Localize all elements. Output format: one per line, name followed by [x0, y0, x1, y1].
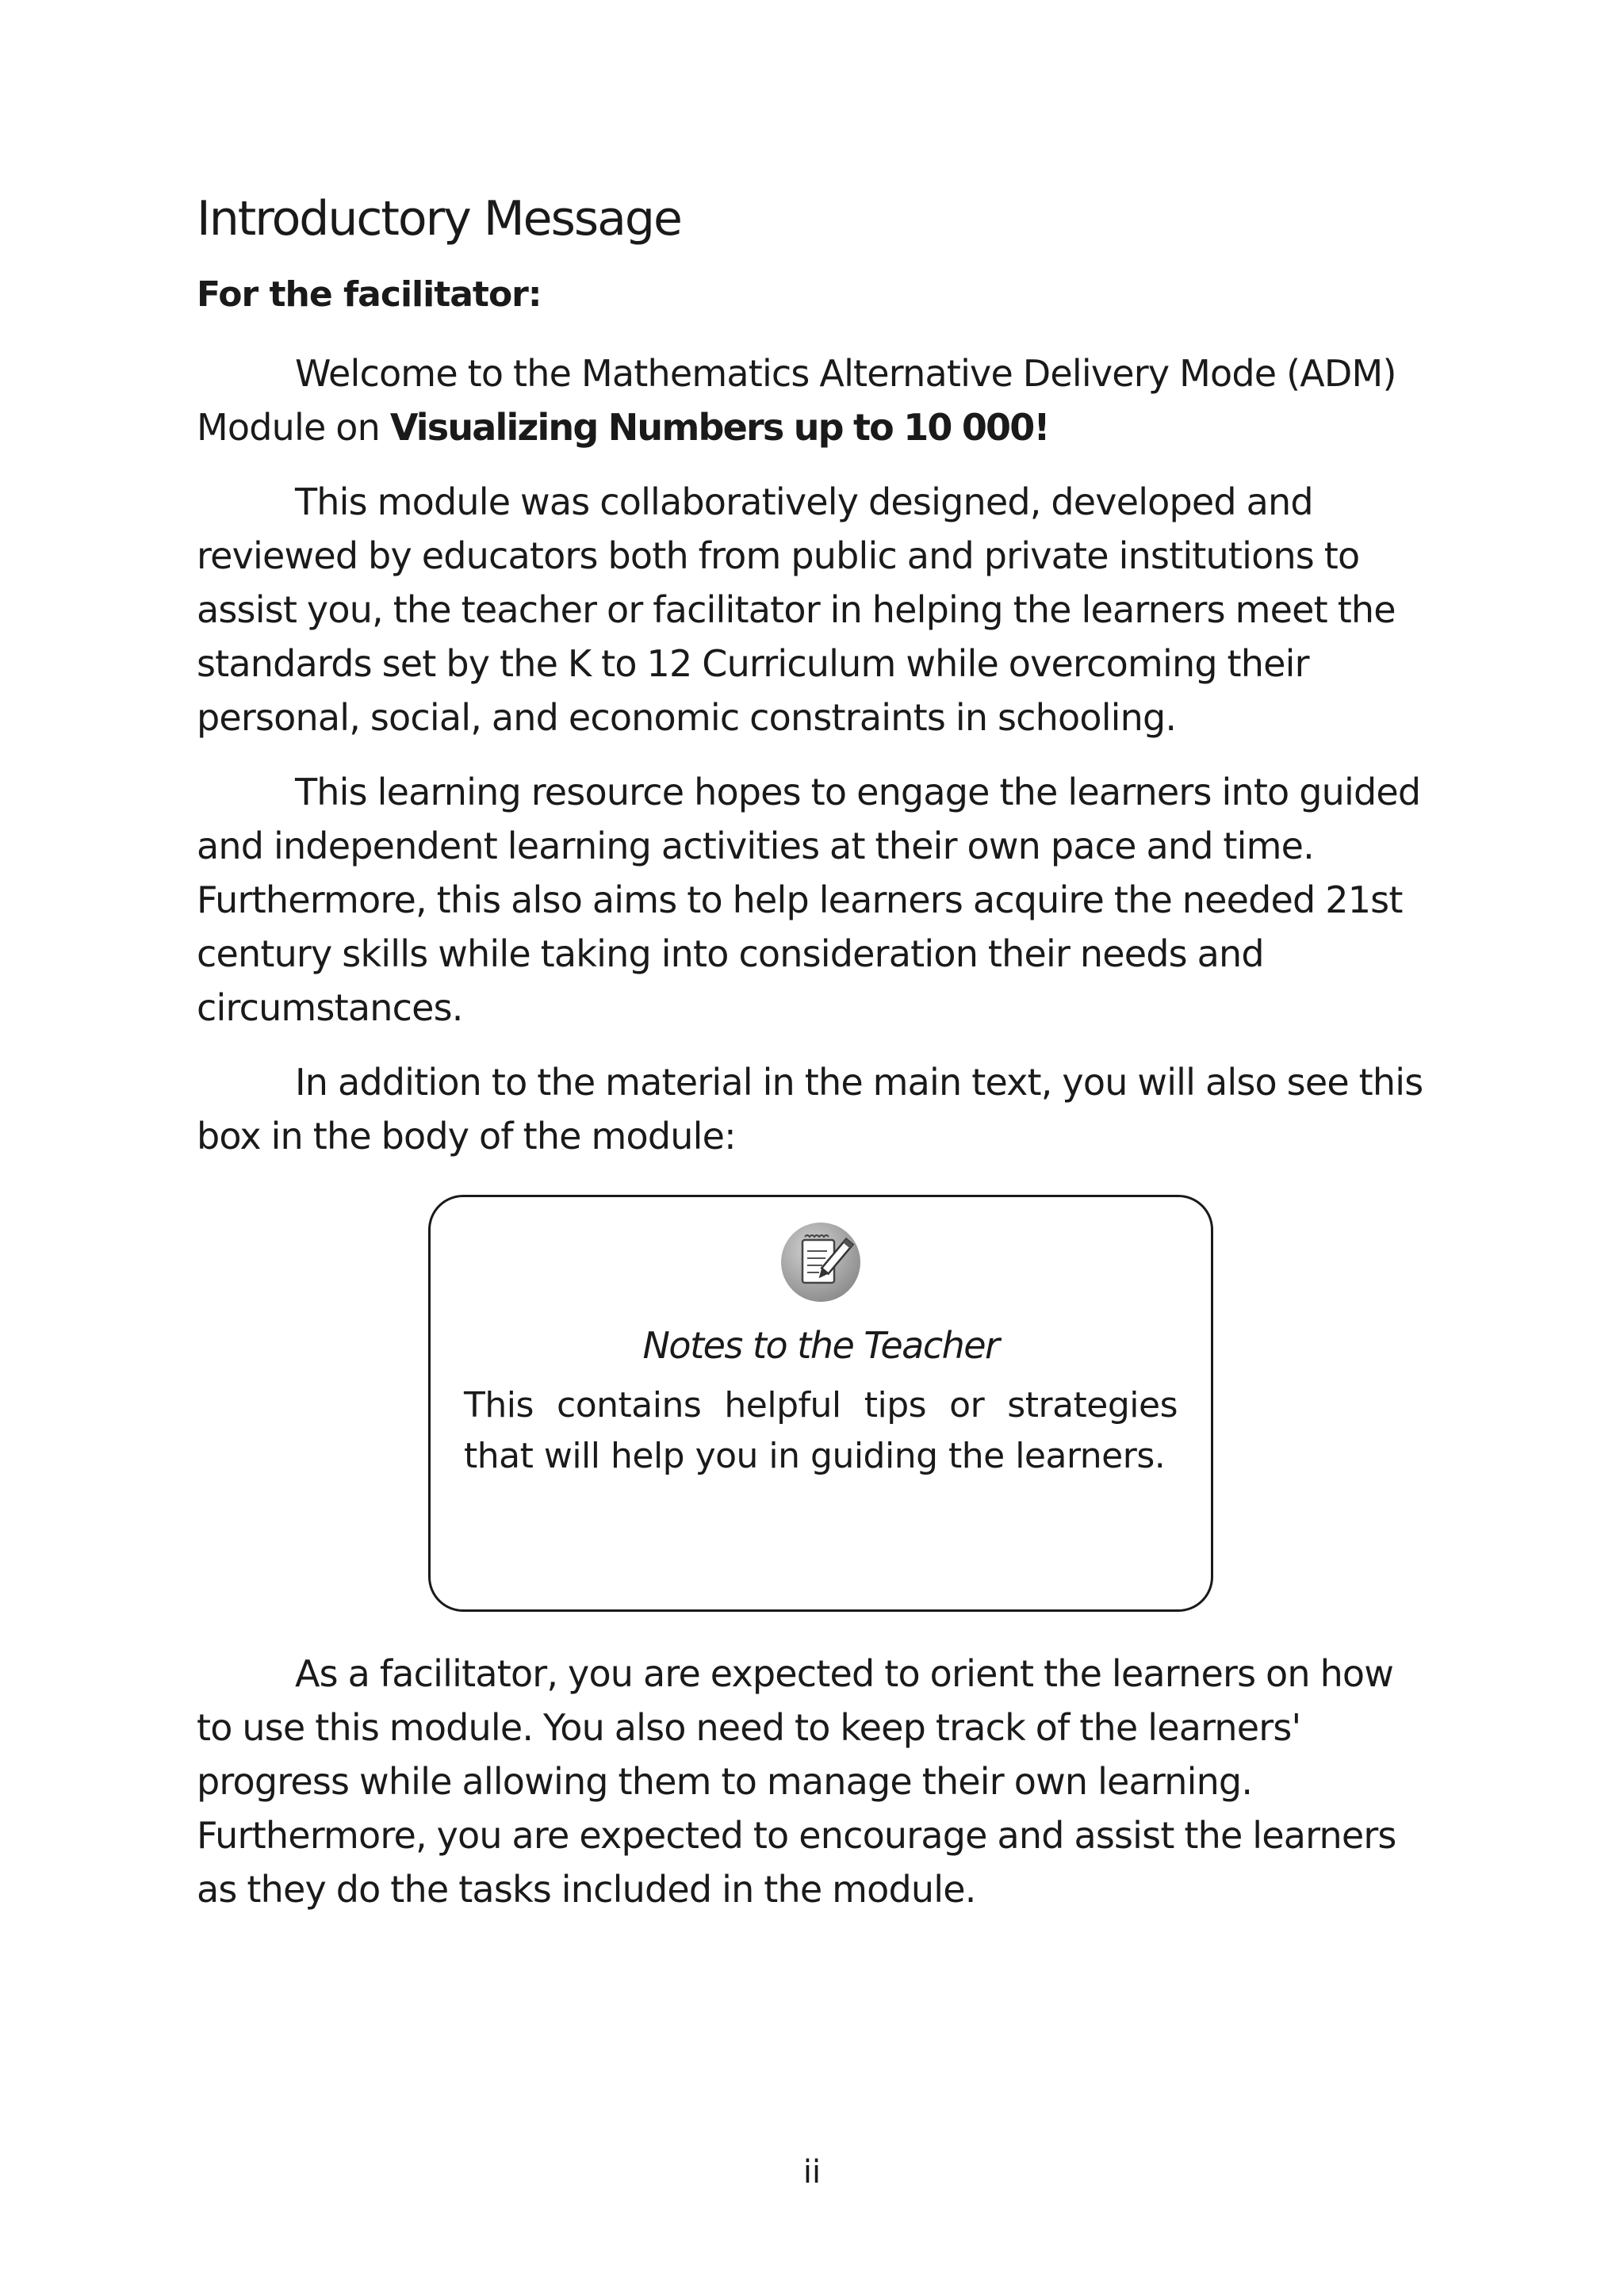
- section-subtitle: For the facilitator:: [197, 274, 542, 315]
- notepad-pencil-icon: [779, 1221, 862, 1303]
- welcome-text: Welcome to the Mathematics Alternative Delivery Mode (ADM) Module on: [197, 351, 1396, 449]
- page-number: ii: [802, 2154, 822, 2191]
- notes-heading: Notes to the Teacher: [642, 1323, 999, 1367]
- paragraph-collaboration: This module was collaboratively designed, developed and reviewed by educators both from public and private institutions to assist you, the teacher or facilitator in helping the learners meet the standards set by the K to 12 Curriculum while overcoming their personal, social, and economic constraints in schooling.: [197, 480, 1396, 739]
- paragraph-welcome: [197, 346, 1427, 454]
- notes-to-teacher-box: [428, 1195, 1213, 1612]
- paragraph-box-intro: In addition to the material in the main text, you will also see this box in the body of the module:: [197, 1060, 1423, 1158]
- paragraph-facilitator-role: As a facilitator, you are expected to orient the learners on how to use this module. You also need to keep track of the learners' progress while allowing them to manage their own learning. Furthermore, you are expected to encourage and assist the learners as they do the tasks included in the module.: [197, 1651, 1396, 1911]
- paragraph-learning-resource: This learning resource hopes to engage the learners into guided and independent learning activities at their own pace and time. Furthermore, this also aims to help learners acquire the needed 21st century skills while taking into consideration their needs and circumstances.: [197, 770, 1421, 1029]
- notes-description: This contains helpful tips or strategies that will help you in guiding the learners.: [464, 1384, 1178, 1476]
- document-page: [197, 190, 1427, 1937]
- page-title: Introductory Message: [197, 191, 681, 247]
- module-title-bold: Visualizing Numbers up to 10 000!: [389, 405, 1049, 449]
